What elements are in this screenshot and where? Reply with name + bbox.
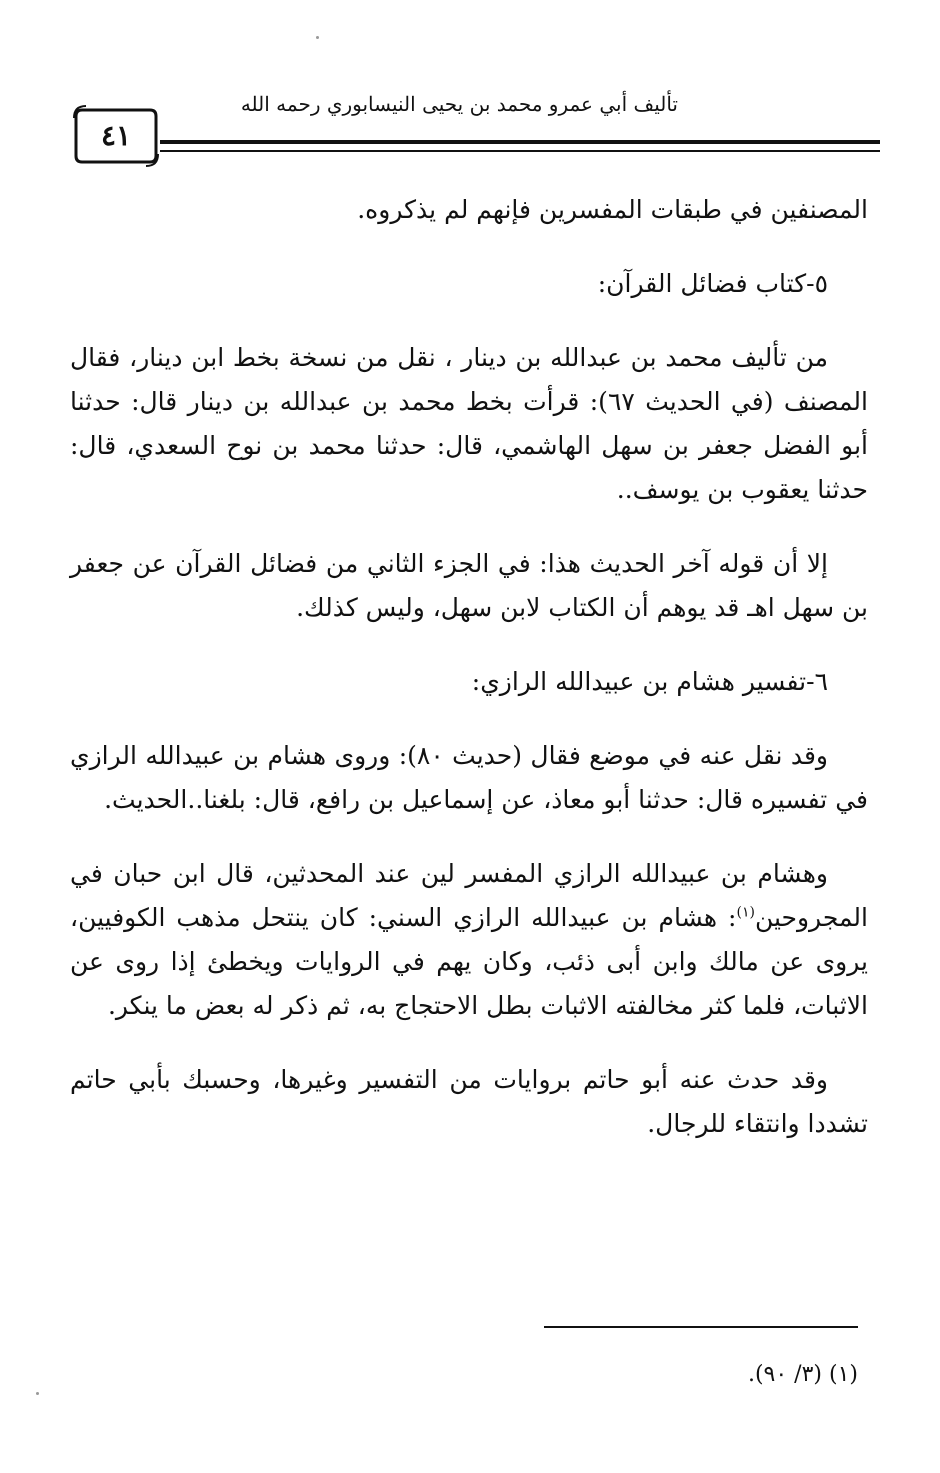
paragraph-abu-hatim: وقد حدث عنه أبو حاتم بروايات من التفسير وغيرها، وحسبك بأبي حاتم تشددا وانتقاء للرجال. [70, 1065, 868, 1138]
paragraph-hisham-grading [70, 852, 868, 1028]
paragraph-continuation: المصنفين في طبقات المفسرين فإنهم لم يذكروه. [357, 195, 868, 224]
page-number: ٤١ [100, 119, 132, 152]
page-number-frame [72, 104, 160, 168]
paragraph-hisham-grading-start: وهشام بن عبيدالله الرازي المفسر لين عند المحدثين، قال ابن حبان في المجروحين [70, 859, 868, 932]
running-head-title: تأليف أبي عمرو محمد بن يحيى النيسابوري رحمه الله [240, 92, 678, 116]
footnote-text: (١) (٣/ ٩٠). [747, 1362, 858, 1387]
paragraph-hisham-grading-end: : هشام بن عبيدالله الرازي السني: كان ينتحل مذهب الكوفيين، يروى عن مالك وابن أبى ذئب، وكان يهم في الروايات ويخطئ إذا روى عن الاثبات، فلما كثر مخالفته الاثبات بطل الاحتجاج به، ثم ذكر له بعض ما ينكر. [70, 903, 869, 1020]
footnote-separator [544, 1326, 858, 1328]
section-heading-6: ٦-تفسير هشام بن عبيدالله الرازي: [471, 667, 828, 696]
paragraph-hisham-tafsir: وقد نقل عنه في موضع فقال (حديث ٨٠): وروى هشام بن عبيدالله الرازي في تفسيره قال: حدثنا أبو معاذ، عن إسماعيل بن رافع، قال: بلغنا..الحديث. [70, 741, 868, 814]
section-heading-5: ٥-كتاب فضائل القرآن: [597, 269, 828, 298]
paragraph-note-ibn-sahl: إلا أن قوله آخر الحديث هذا: في الجزء الثاني من فضائل القرآن عن جعفر بن سهل اهـ قد يوهم أن الكتاب لابن سهل، وليس كذلك. [70, 549, 868, 622]
header-rule [160, 140, 880, 144]
paragraph-fadail-quran: من تأليف محمد بن عبدالله بن دينار ، نقل من نسخة بخط ابن دينار، فقال المصنف (في الحديث ٦٧): قرأت بخط محمد بن عبدالله بن دينار قال: حدثنا أبو الفضل جعفر بن سهل الهاشمي، قال: حدثنا محمد بن نوح السعدي، قال: حدثنا يعقوب بن يوسف.. [70, 343, 868, 504]
scan-speck [36, 1392, 39, 1395]
body-text [70, 188, 868, 1176]
footnote-reference[interactable]: (١) [736, 904, 755, 921]
header-rule-secondary [160, 150, 880, 152]
scan-speck [316, 36, 319, 39]
